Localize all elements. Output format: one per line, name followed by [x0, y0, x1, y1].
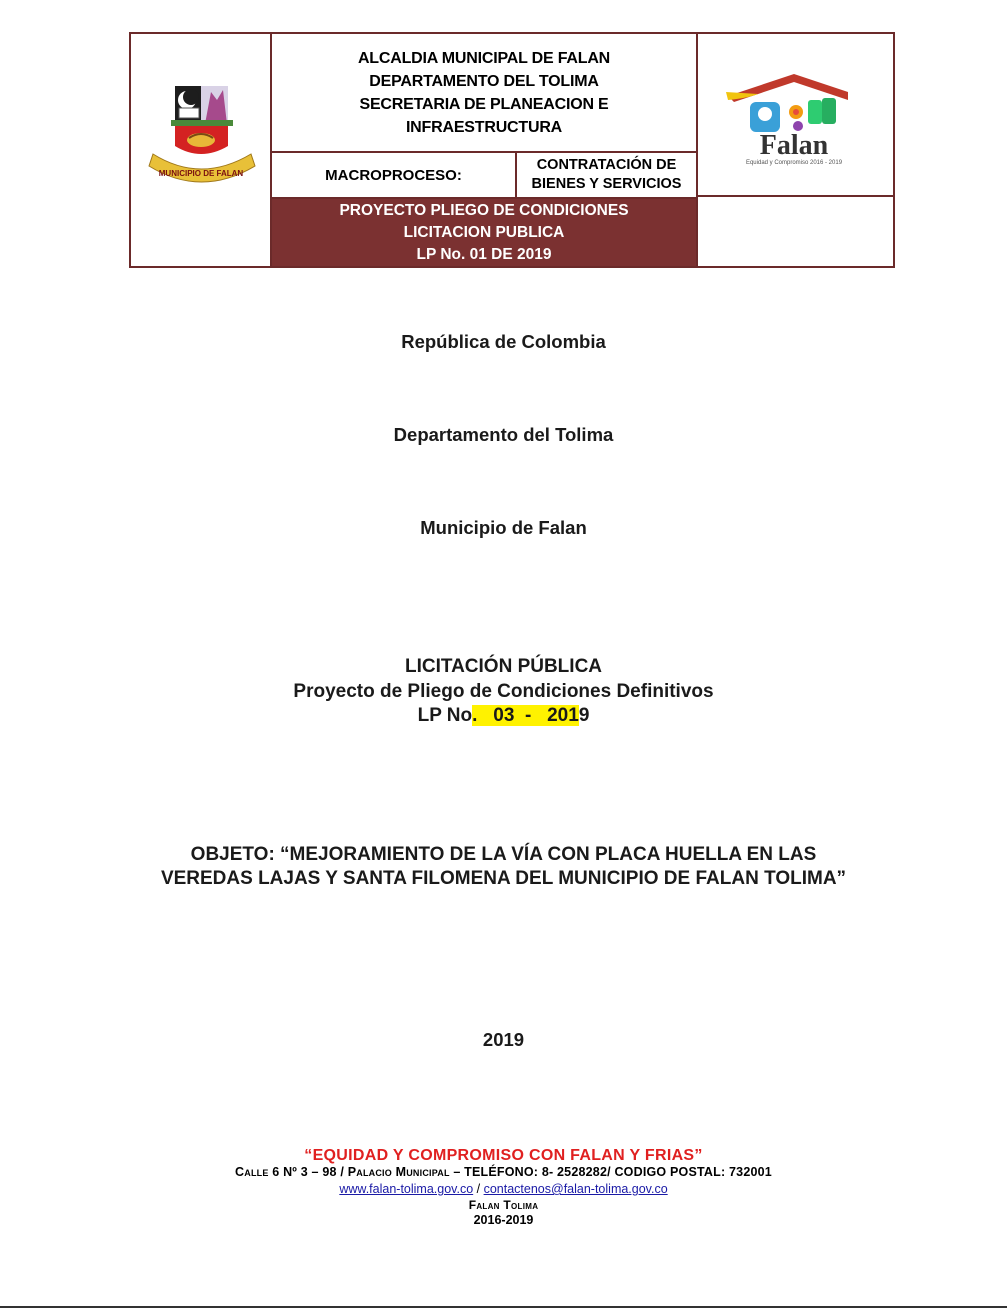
- link-separator: /: [473, 1182, 484, 1196]
- falan-logo-cell: [696, 34, 893, 197]
- country-line: República de Colombia: [401, 331, 606, 352]
- project-line-3: LP No. 01 DE 2019: [416, 245, 552, 263]
- objeto-line-1: OBJETO: “MEJORAMIENTO DE LA VÍA CON PLACA HUELLA EN LAS: [190, 844, 817, 865]
- coat-of-arms-logo: [131, 34, 268, 266]
- department-line: Departamento del Tolima: [393, 424, 614, 445]
- lp-highlighted-number: . 03 - 201: [472, 705, 579, 726]
- footer-address: Calle 6 Nº 3 – 98 / Palacio Municipal – TELÉFONO: 8- 2528282/ CODIGO POSTAL: 732001: [235, 1165, 772, 1179]
- project-line-1: PROYECTO PLIEGO DE CONDICIONES: [339, 201, 629, 219]
- falan-logo: [698, 34, 891, 195]
- objeto-line-2: VEREDAS LAJAS Y SANTA FILOMENA DEL MUNICIPIO DE FALAN TOLIMA”: [160, 868, 847, 889]
- footer-period: 2016-2019: [473, 1213, 534, 1227]
- footer-slogan: “EQUIDAD Y COMPROMISO CON FALAN Y FRIAS”: [304, 1147, 703, 1164]
- macroproceso-label: MACROPROCESO:: [272, 153, 517, 197]
- title-line-3: SECRETARIA DE PLANEACION E: [359, 95, 609, 113]
- email-link[interactable]: contactenos@falan-tolima.gov.co: [483, 1182, 668, 1196]
- macro-value-line-1: CONTRATACIÓN DE: [536, 157, 677, 173]
- institution-title: [272, 34, 696, 153]
- title-line-2: DEPARTAMENTO DEL TOLIMA: [369, 72, 599, 90]
- title-line-1: ALCALDIA MUNICIPAL DE FALAN: [357, 49, 611, 67]
- project-line-2: LICITACION PUBLICA: [403, 223, 565, 241]
- licitacion-title: LICITACIÓN PÚBLICA: [404, 656, 603, 677]
- project-banner: [272, 197, 696, 266]
- website-link[interactable]: www.falan-tolima.gov.co: [339, 1182, 474, 1196]
- macroproceso-value: [517, 153, 696, 197]
- header-table: [129, 32, 895, 268]
- macro-value-line-2: BIENES Y SERVICIOS: [531, 176, 682, 192]
- lp-prefix: LP No: [417, 705, 473, 726]
- lp-number: [0, 704, 1007, 728]
- document-year: 2019: [482, 1029, 525, 1050]
- footer-town: Falan Tolima: [468, 1198, 539, 1212]
- page-bottom-rule: [0, 1306, 1007, 1308]
- coat-of-arms-banner-text: MUNICIPIO DE FALAN: [158, 169, 244, 178]
- falan-logo-tagline: Equidad y Compromiso 2016 - 2019: [745, 160, 843, 166]
- title-line-4: INFRAESTRUCTURA: [405, 118, 563, 136]
- footer-links: [0, 1182, 1007, 1196]
- municipal-coat-of-arms-cell: [131, 34, 272, 266]
- falan-logo-name: Falan: [759, 130, 829, 161]
- lp-suffix: 9: [578, 705, 590, 726]
- blank-cell: [696, 197, 893, 266]
- licitacion-subtitle: Proyecto de Pliego de Condiciones Definitivos: [293, 681, 714, 702]
- municipality-line: Municipio de Falan: [420, 517, 587, 538]
